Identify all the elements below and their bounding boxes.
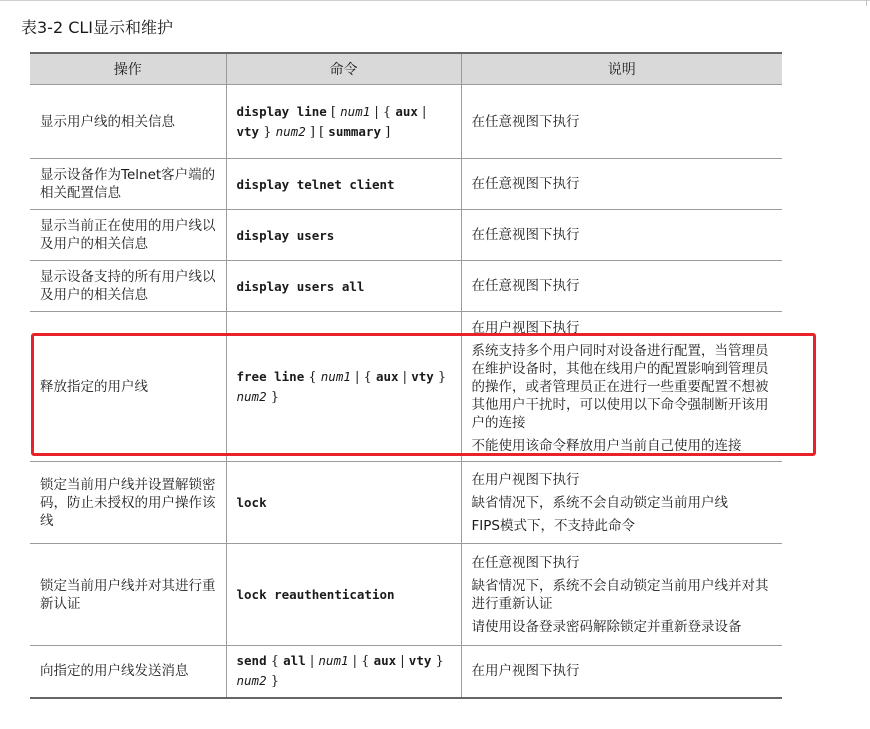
command-syntax: [ [319, 124, 329, 140]
command-keyword: display users all [236, 278, 365, 294]
command-syntax: } [266, 674, 280, 690]
description-line: 在用户视图下执行 [471, 319, 580, 336]
description-line: 请使用设备登录密码解除锁定并重新登录设备 [471, 618, 742, 635]
command-keyword: send [236, 653, 267, 669]
command-syntax: ] [380, 124, 391, 140]
command-keyword: aux [375, 368, 399, 384]
table-row [30, 85, 782, 159]
header-command: 命令 [226, 53, 461, 85]
command-syntax: | [370, 104, 383, 120]
command-syntax: | { [350, 369, 376, 385]
operation-cell: 显示设备支持的所有用户线以及用户的相关信息 [30, 261, 226, 312]
command-keyword: vty [408, 653, 432, 669]
description-cell [461, 544, 782, 646]
command-keyword: vty [411, 368, 434, 384]
operation-cell: 锁定当前用户线并设置解锁密码，防止未授权的用户操作该线 [30, 462, 226, 544]
description-line: 系统支持多个用户同时对设备进行配置，当管理员在维护设备时，其他在线用户的配置影响到管理员的操作，或者管理员正在进行一些重要配置不想被其他用户干扰时，可以使用以下命令强制断开该用户的连接 [471, 342, 769, 431]
command-syntax: } [259, 124, 276, 140]
table-row [30, 159, 782, 210]
description-cell [461, 261, 782, 312]
command-cell [226, 544, 461, 646]
command-argument: num2 [236, 673, 267, 689]
cli-table [30, 52, 782, 699]
command-syntax: | [417, 104, 427, 120]
command-keyword: lock reauthentication [236, 587, 395, 602]
description-line: 在任意视图下执行 [471, 227, 580, 243]
operation-cell: 锁定当前用户线并对其进行重新认证 [30, 544, 226, 646]
description-line: 缺省情况下，系统不会自动锁定当前用户线并对其进行重新认证 [471, 577, 769, 612]
command-syntax: { [382, 104, 396, 120]
operation-cell: 显示设备作为Telnet客户端的相关配置信息 [30, 159, 226, 210]
top-rule [0, 0, 870, 1]
command-keyword: aux [395, 103, 418, 119]
table-row [30, 462, 782, 544]
command-syntax: { [304, 369, 321, 385]
description-line: 在用户视图下执行 [471, 471, 580, 488]
command-keyword: display users [236, 227, 335, 243]
header-description: 说明 [461, 53, 782, 85]
command-keyword: summary [328, 123, 381, 139]
description-line: 在用户视图下执行 [471, 663, 580, 680]
command-syntax: | { [348, 654, 374, 670]
table-row [30, 312, 782, 462]
description-line: 在任意视图下执行 [471, 278, 580, 294]
command-cell [226, 85, 461, 159]
command-keyword: all [283, 653, 306, 669]
command-cell [226, 261, 461, 312]
description-line: 缺省情况下，系统不会自动锁定当前用户线 [471, 494, 728, 511]
command-syntax: } [431, 654, 444, 670]
description-cell [461, 210, 782, 261]
command-cell [226, 646, 461, 698]
table-row [30, 544, 782, 646]
command-cell [226, 210, 461, 261]
command-cell [226, 159, 461, 210]
header-operation: 操作 [30, 53, 226, 85]
operation-cell: 释放指定的用户线 [30, 312, 226, 462]
table-row [30, 261, 782, 312]
command-keyword: display telnet client [236, 176, 395, 192]
command-cell [226, 462, 461, 544]
operation-cell: 显示当前正在使用的用户线以及用户的相关信息 [30, 210, 226, 261]
command-syntax: | [396, 654, 409, 670]
description-line: 在任意视图下执行 [471, 176, 580, 192]
operation-cell: 显示用户线的相关信息 [30, 85, 226, 159]
command-cell [226, 312, 461, 462]
description-cell [461, 312, 782, 462]
command-keyword: free line [236, 368, 305, 384]
right-rule [866, 0, 867, 6]
command-keyword: display line [236, 103, 327, 119]
description-line: 不能使用该命令释放用户当前自己使用的连接 [471, 437, 742, 454]
table-row [30, 646, 782, 698]
description-cell [461, 85, 782, 159]
command-keyword: lock [236, 495, 267, 510]
description-cell [461, 159, 782, 210]
table-row [30, 210, 782, 261]
description-line: 在任意视图下执行 [471, 554, 580, 571]
table-header-row [30, 53, 782, 85]
command-argument: num2 [275, 123, 306, 139]
command-keyword: vty [236, 123, 260, 139]
command-syntax: | [305, 654, 319, 670]
description-cell [461, 462, 782, 544]
command-argument: num1 [320, 368, 351, 384]
description-line: FIPS模式下，不支持此命令 [471, 517, 635, 534]
command-syntax: } [266, 389, 280, 405]
command-syntax: } [433, 369, 447, 385]
table-caption: 表3-2 CLI显示和维护 [21, 18, 174, 37]
description-line: 在任意视图下执行 [471, 113, 580, 130]
command-argument: num2 [236, 388, 267, 404]
command-keyword: aux [373, 653, 397, 669]
command-argument: num1 [318, 653, 349, 669]
operation-cell: 向指定的用户线发送消息 [30, 646, 226, 698]
description-cell [461, 646, 782, 698]
command-syntax: [ [326, 104, 341, 120]
command-syntax: | [398, 369, 412, 385]
command-syntax: { [266, 654, 284, 670]
command-argument: num1 [340, 103, 371, 119]
command-syntax: ] [305, 124, 320, 140]
